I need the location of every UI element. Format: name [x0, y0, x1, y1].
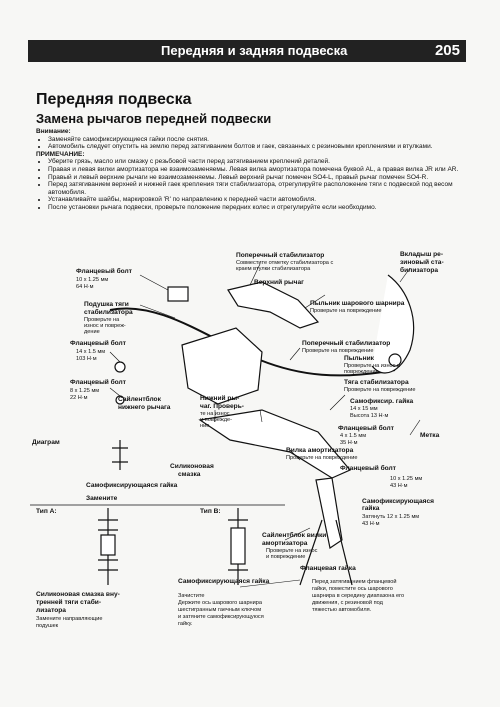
flange-bolt-top-spec: 64 Н·м	[76, 284, 94, 290]
bushing-label: стабилизатора	[84, 309, 133, 316]
note-item: • Правый и левый верхние рычаги не взаимозаменяемы. Левый верхний рычаг помечен SO4-L, правый рычаг помечен SO4-R.	[48, 174, 466, 182]
leader-line	[110, 352, 120, 362]
bushing-note: Проверьте на	[84, 317, 120, 323]
leader-line	[110, 388, 120, 396]
silicone-grease-bl-note: Замените направляющие	[36, 616, 103, 622]
flange-bolt-low-spec: 8 x 1.25 мм	[70, 388, 100, 394]
note-bottom: и затяните самофиксирующуюся	[178, 614, 264, 620]
type-a-label: Тип A:	[36, 508, 57, 515]
silentblock-fork-label: Сайлентблок вилки	[262, 532, 327, 539]
flange-bolt-r-label: Фланцевый болт	[338, 425, 394, 432]
type-b-label: Тип B:	[200, 508, 221, 515]
diagram-label: Диаграм	[32, 439, 60, 446]
insert-label: Вкладыш ре-	[400, 251, 444, 258]
self-lock-nut-r-spec: 14 x 15 мм	[350, 406, 378, 412]
header-title: Передняя и задняя подвеска	[161, 43, 348, 58]
flange-bolt-br-spec: 10 x 1.25 мм	[390, 476, 423, 482]
flange-bolt-low-spec: 22 Н·м	[70, 395, 88, 401]
silentblock-lower-label: нижнего рычага	[118, 404, 171, 411]
flange-bolt-br-spec: 43 Н·м	[390, 483, 408, 489]
self-lock-nut-br-label: Самофиксирующаяся	[362, 498, 434, 505]
self-lock-nut-r-label: Самофиксир. гайка	[350, 398, 414, 405]
boot-2-note: повреждение	[344, 369, 379, 375]
leader-line	[410, 420, 420, 435]
silentblock-fork-note: и повреждение	[266, 554, 306, 560]
flange-bolt-mid-label: Фланцевый болт	[70, 340, 126, 347]
stab-cross-note: Совместите отметку стабилизатора с	[236, 260, 334, 266]
bushing-diagram-shape	[112, 440, 128, 470]
note-bottom: шестигранным гаечным ключом	[178, 607, 262, 613]
self-lock-nut-br-spec: Затянуть 12 x 1.25 мм	[362, 514, 420, 520]
note-bottom: Зачистите	[178, 593, 205, 599]
silicone-grease-bl-label: лизатора	[36, 607, 66, 614]
silentblock-fork-label: амортизатора	[262, 540, 308, 547]
leader-line	[140, 275, 168, 290]
silicone-grease-bl-label: тренней тяги стаби-	[36, 599, 102, 606]
boot-2-label: Пыльник	[344, 355, 374, 362]
subsection-title: Замена рычагов передней подвески	[36, 111, 272, 126]
leader-line	[140, 305, 175, 318]
note-right: шарнира в середину диапазона его	[312, 593, 405, 599]
lower-arm-label: Нижний ры-	[200, 395, 240, 402]
bushing-note: дение	[84, 329, 100, 335]
warning-item: • Автомобиль следует опустить на землю перед затягиванием болтов и гаек, связанных с резиновыми креплениями и втулками.	[48, 143, 466, 151]
note-item: • Правая и левая вилки амортизатора не взаимозаменяемы. Левая вилка амортизатора помечена буквой AL, а правая вилка JR или AR.	[48, 166, 466, 174]
note-item: • После установки рычага подвески, проверьте положение передних колес и отрегулируйте если необходимо.	[48, 204, 466, 212]
insert-label: билизатора	[400, 267, 439, 274]
boot-2-note: Проверьте на износ и	[344, 363, 401, 369]
note-bottom: Держите ось шарового шарнира	[178, 600, 262, 606]
note-item: • Уберите грязь, масло или смазку с резьбовой части перед затягиванием креплений деталей.	[48, 158, 466, 166]
flange-nut-label: Фланцевая гайка	[300, 565, 356, 572]
note-item: • Устанавливайте шайбы, маркировкой 'R' по направлению к передней части автомобиля.	[48, 196, 466, 204]
stab-cross-note: краем втулки стабилизатора	[236, 266, 311, 272]
stab-link-note: Проверьте на повреждение	[344, 387, 416, 393]
flange-bolt-top-spec: 10 x 1.25 мм	[76, 277, 109, 283]
bushing-label: Подушка тяги	[84, 301, 129, 308]
replace-label: Замените	[86, 495, 118, 502]
subframe-shape	[182, 328, 262, 404]
notes-label: ПРИМЕЧАНИЕ:	[36, 150, 85, 158]
note-right: тяжестью автомобиля.	[312, 607, 372, 613]
note-item: • Перед затягиванием верхней и нижней гаек крепления тяги стабилизатора, отрегулируйте расположение тяги с подвеской под весом автомобиля.	[48, 181, 466, 196]
flange-bolt-mid-spec: 103 Н·м	[76, 356, 97, 362]
silicone-grease-label: смазка	[178, 471, 201, 478]
self-lock-nut-label: Самофиксирующаяся гайка	[86, 482, 178, 489]
silicone-grease-bl-label: Силиконовая смазка вну-	[36, 591, 120, 598]
mark-label: Метка	[420, 432, 440, 439]
lower-arm-note: и поврежде-	[200, 417, 232, 423]
stab-cross-2-label: Поперечный стабилизатор	[302, 340, 391, 347]
silentblock-lower-label: Сайлентблок	[118, 396, 161, 403]
self-lock-nut-bottom-label: Самофиксирующаяся гайка	[178, 578, 270, 585]
flange-bolt-low-label: Фланцевый болт	[70, 379, 126, 386]
warning-item: • Заменяйте самофиксирующиеся гайки после снятия.	[48, 136, 466, 144]
section-title: Передняя подвеска	[36, 91, 192, 108]
upper-arm-label: Верхний рычаг	[254, 279, 304, 286]
flange-bolt-mid-spec: 14 x 1.5 мм	[76, 349, 106, 355]
flange-bolt-top-label: Фланцевый болт	[76, 268, 132, 275]
silentblock-fork-note: Проверьте на износ	[266, 548, 318, 554]
leader-line	[290, 348, 300, 360]
fork-shock-label: Вилка амортизатора	[286, 447, 354, 454]
page-number: 205	[434, 42, 460, 59]
ball-joint-boot-note: Проверьте на повреждение	[310, 308, 382, 314]
mid-bolt-shape	[115, 362, 125, 372]
silicone-grease-label: Силиконовая	[170, 463, 214, 470]
flange-bolt-br-label: Фланцевый болт	[340, 465, 396, 472]
fork-shock-note: Проверьте на повреждение	[286, 455, 358, 461]
stab-cross-2-note: Проверьте на повреждение	[302, 348, 374, 354]
note-right: Перед затягиванием фланцевой	[312, 579, 397, 585]
ball-joint-boot-label: Пыльник шарового шарнира	[310, 300, 405, 307]
self-lock-nut-br-label: гайка	[362, 505, 380, 512]
silicone-grease-bl-note: подушек	[36, 623, 59, 629]
bushing-note: износ и повреж-	[84, 323, 126, 329]
type-b-bushing	[231, 528, 245, 564]
upper-arm-shape	[228, 282, 318, 328]
insert-label: зиновый ста-	[400, 259, 444, 266]
self-lock-nut-r-spec: Высота 13 Н·м	[350, 413, 389, 419]
flange-bolt-r-spec: 4 x 1.5 мм	[340, 433, 367, 439]
warning-label: Внимание:	[36, 128, 71, 135]
note-right: движения, с резиновой под	[312, 600, 383, 606]
lower-arm-label: чаг. Проверь-	[200, 403, 244, 410]
type-a-bushing	[101, 535, 115, 555]
lower-arm-note: ние	[200, 423, 210, 429]
lower-arm-note: те на износ	[200, 411, 230, 417]
flange-bolt-r-spec: 35 Н·м	[340, 440, 358, 446]
stab-cross-label: Поперечный стабилизатор	[236, 252, 325, 259]
note-right: гайки, поместите ось шарового	[312, 586, 393, 592]
leader-line	[330, 395, 345, 410]
note-bottom: гайку.	[178, 621, 193, 627]
stab-link-label: Тяга стабилизатора	[344, 379, 409, 386]
self-lock-nut-br-spec: 43 Н·м	[362, 521, 380, 527]
top-bolt-shape	[168, 287, 188, 301]
